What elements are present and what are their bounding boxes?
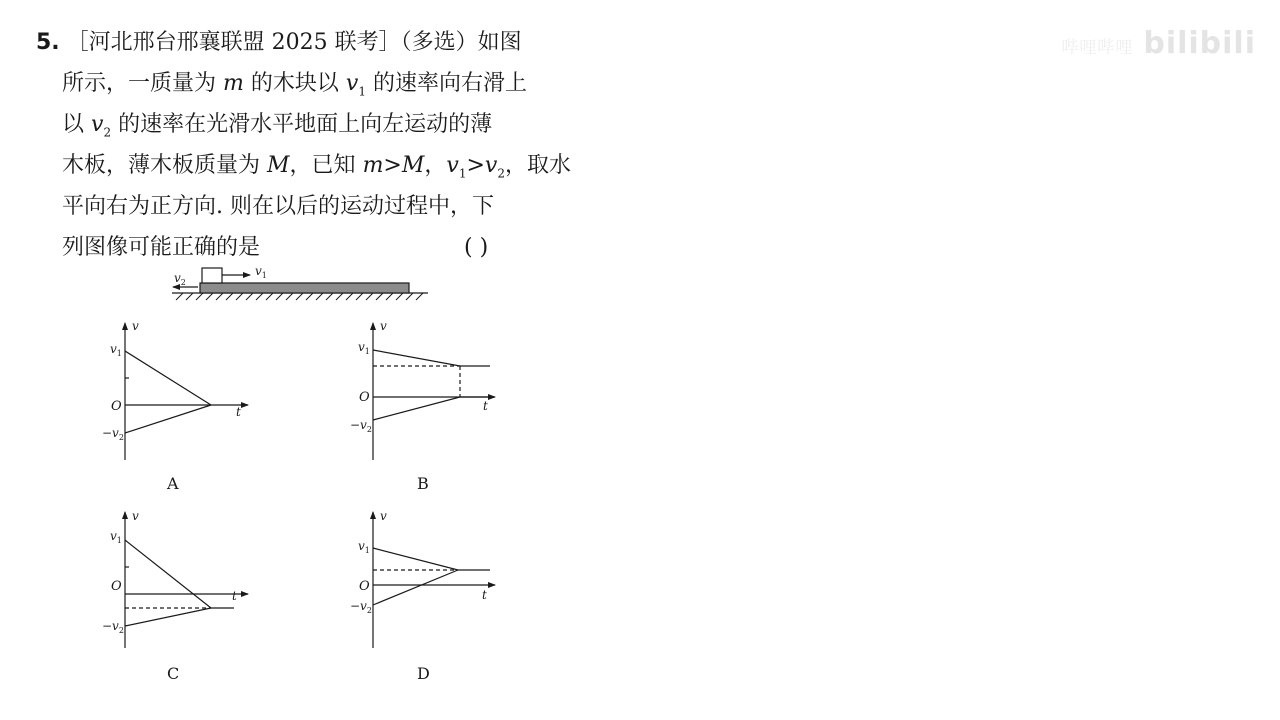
graph-d-t-label: t	[482, 588, 487, 602]
graph-d-v-label: v	[380, 509, 387, 523]
answer-parentheses: ( )	[464, 235, 489, 260]
graph-c-t-label: t	[232, 589, 237, 603]
graph-d-neg-v2-tick: $-v_2$	[350, 599, 372, 615]
question-line-4: 木板，薄木板质量为 M，已知 m>M，$v_1>v_2$，取水	[62, 153, 572, 181]
graph-c-block-line	[125, 540, 234, 608]
graph-a-t-label: t	[236, 405, 241, 419]
question-line-6: 列图像可能正确的是 ( )	[36, 227, 556, 268]
graph-c-caption: C	[167, 664, 180, 683]
bilibili-logo: bilibili	[1143, 26, 1256, 61]
question-line-3: 以 $v_2$ 的速率在光滑水平地面上向左运动的薄	[62, 112, 493, 140]
graph-c-origin: O	[111, 579, 122, 594]
graph-c	[102, 509, 248, 683]
graph-a-caption: A	[167, 474, 179, 493]
graph-d-origin: O	[359, 579, 370, 594]
graph-b-neg-v2-tick: $-v_2$	[350, 418, 372, 434]
graph-a-board-line	[125, 405, 211, 433]
question-line-1: 5. ［河北邢台邢襄联盟 2025 联考］（多选）如图	[36, 30, 522, 55]
graph-a	[102, 319, 248, 493]
setup-figure	[172, 268, 428, 300]
graph-a-v-label: v	[132, 319, 139, 333]
graph-d	[350, 509, 495, 683]
question-line-2: 所示，一质量为 m 的木块以 $v_1$ 的速率向右滑上	[62, 71, 527, 99]
graph-c-board-line	[125, 608, 211, 626]
graph-b-caption: B	[417, 474, 429, 493]
graph-a-neg-v2-tick: $-v_2$	[102, 426, 124, 442]
graph-a-v1-tick: $v_1$	[110, 342, 122, 358]
thin-board	[200, 283, 409, 293]
watermark-text: 哔哩哔哩	[1061, 38, 1134, 58]
graph-c-neg-v2-tick: $-v_2$	[102, 619, 124, 635]
graph-d-board-line	[373, 570, 458, 605]
graph-d-caption: D	[417, 664, 430, 683]
graph-b-v-label: v	[380, 319, 387, 333]
graph-b-v1-tick: $v_1$	[358, 340, 370, 356]
graph-b	[350, 319, 495, 493]
graph-b-t-label: t	[483, 399, 488, 413]
question-number: 5.	[36, 30, 60, 55]
question-line-5: 平向右为正方向. 则在以后的运动过程中，下	[62, 194, 494, 219]
wood-block	[202, 268, 222, 283]
graph-a-block-line	[125, 351, 211, 405]
graph-c-v-label: v	[132, 509, 139, 523]
graph-b-origin: O	[359, 390, 370, 405]
graph-b-block-line	[373, 350, 490, 366]
setup-v1-label: $v_1$	[255, 264, 267, 280]
question-source: ［河北邢台邢襄联盟 2025 联考］（多选）	[66, 30, 478, 55]
graph-d-v1-tick: $v_1$	[358, 539, 370, 555]
graph-d-block-line	[373, 548, 490, 570]
ground-hatching	[176, 293, 423, 300]
graph-b-board-line	[373, 397, 490, 420]
graph-a-origin: O	[111, 399, 122, 414]
setup-v2-label: $v_2$	[174, 271, 186, 287]
graph-c-v1-tick: $v_1$	[110, 529, 122, 545]
